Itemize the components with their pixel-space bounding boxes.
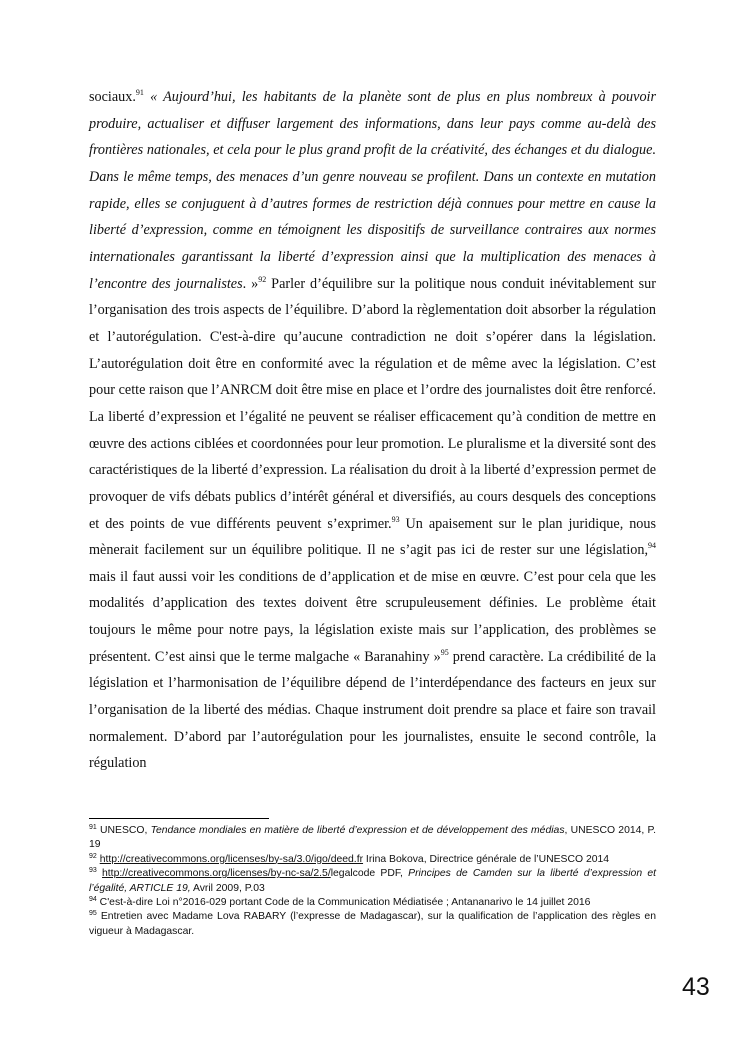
text-application: mais il faut aussi voir les conditions de d’application et de mise en œuvre. C’est pour cela que les modalités d’application des textes doivent être scrupuleusement définies. Le problème était toujours le même pour notre pays, la législation existe mais sur l’application, des problèmes se présentent. C’est ainsi que le terme malgache « Baranahiny » [89,568,656,665]
text-apaisement: Un apaisement sur le plan juridique, nous mènerait facilement sur un équilibre politique. Il ne s’agit pas ici de rester sur une législation, [89,515,656,559]
quote-end: . » [242,275,259,292]
footnote-number: 95 [89,910,97,918]
footnote-separator [89,818,269,819]
footnote-number: 91 [89,824,97,831]
footnote-95 [89,910,656,939]
footnote-number: 93 [89,867,97,875]
footnote-text: Avril 2009, P.03 [190,882,265,894]
text-credibilite: prend caractère. La crédibilité de la législation et l’harmonisation de l’équilibre dépend de l’interdépendance des facteurs en jeux sur l’organisation de la liberté des médias. Chaque instrument doit prendre sa place et faire son travail normalement. D’abord par l’autorégulation pour les journalistes, ensuite le second contrôle, la régulation [89,648,656,772]
footnote-text: Entretien avec Madame Lova RABARY (l’expresse de Madagascar), sur la qualification de l’application des règles en vigueur à Madagascar. [89,911,656,937]
footnote-title: Tendance mondiales en matière de liberté d’expression et de développement des médias [150,825,565,836]
footnote-text: C'est-à-dire Loi n°2016-029 portant Code de la Communication Médiatisée ; Antananarivo le 14 juillet 2016 [96,897,591,909]
footnote-text: , UNESCO 2014, P. 19 [89,825,656,851]
footnote-92 [89,853,656,867]
footnote-number: 92 [89,852,97,860]
footnote-text: legalcode PDF, [330,868,409,880]
footnote-link[interactable]: http://creativecommons.org/licenses/by-sa/3.0/igo/deed.fr [99,853,364,865]
unesco-quote: « Aujourd’hui, les habitants de la planète sont de plus en plus nombreux à pouvoir produire, actualiser et diffuser largement des informations, dans leur pays comme au-delà des frontières nationales, et cela pour le plus grand profit de la créativité, des échanges et du dialogue. Dans le même temps, des menaces d’un genre nouveau se profilent. Dans un contexte en mutation rapide, elles se conjuguent à d’autres formes de restriction déjà connues pour mettre en cause la liberté d’expression, comme en témoignent les dispositifs de surveillance contraires aux normes internationales garantissant la liberté d’expression ainsi que la multiplication des menaces à l’encontre des journalistes [89,89,656,292]
footnotes [89,824,656,939]
footnote-text: Irina Bokova, Directrice générale de l’UNESCO 2014 [363,853,610,865]
footnote-number: 94 [89,896,97,904]
footnote-94 [89,896,656,910]
footnote-link[interactable]: http://creativecommons.org/licenses/by-nc-sa/2.5/ [102,868,331,880]
footnote-ref-92[interactable]: 92 [258,274,267,284]
footnote-ref-91[interactable]: 91 [135,88,144,97]
footnote-text: UNESCO, [96,825,151,836]
footnote-ref-94[interactable]: 94 [648,541,656,551]
text-sociaux: sociaux. [89,89,136,105]
footnote-93 [89,867,656,896]
footnote-91 [89,824,656,853]
footnote-title: Principes de Camden sur la liberté d’expression et l’égalité, ARTICLE 19, [89,868,656,894]
text-equilibre: Parler d’équilibre sur la politique nous conduit inévitablement sur l’organisation des trois aspects de l’équilibre. D’abord la règlementation doit absorber la régulation et l’autorégulation. C'est-à-dire qu’aucune contradiction ne doit s’opérer dans la législation. L’autorégulation doit être en conformité avec la régulation et de même avec la législation. C’est pour cette raison que l’ANRCM doit être mise en place et l’ordre des journalistes doit être renforcé. La liberté d’expression et l’égalité ne peuvent se réaliser efficacement qu’à condition de mettre en œuvre des actions ciblées et coordonnées pour leur promotion. Le pluralisme et la diversité sont des caractéristiques de la liberté d’expression. La réalisation du droit à la liberté d’expression permet de provoquer de vifs débats publics d’intérêt général et diversifiés, au cours desquels des conceptions et des points de vue différents peuvent s’exprimer. [89,275,656,532]
footnote-ref-93[interactable]: 93 [391,514,400,524]
page-number: 43 [682,973,710,1001]
main-paragraph [89,84,656,777]
footnote-ref-95[interactable]: 95 [440,647,449,657]
